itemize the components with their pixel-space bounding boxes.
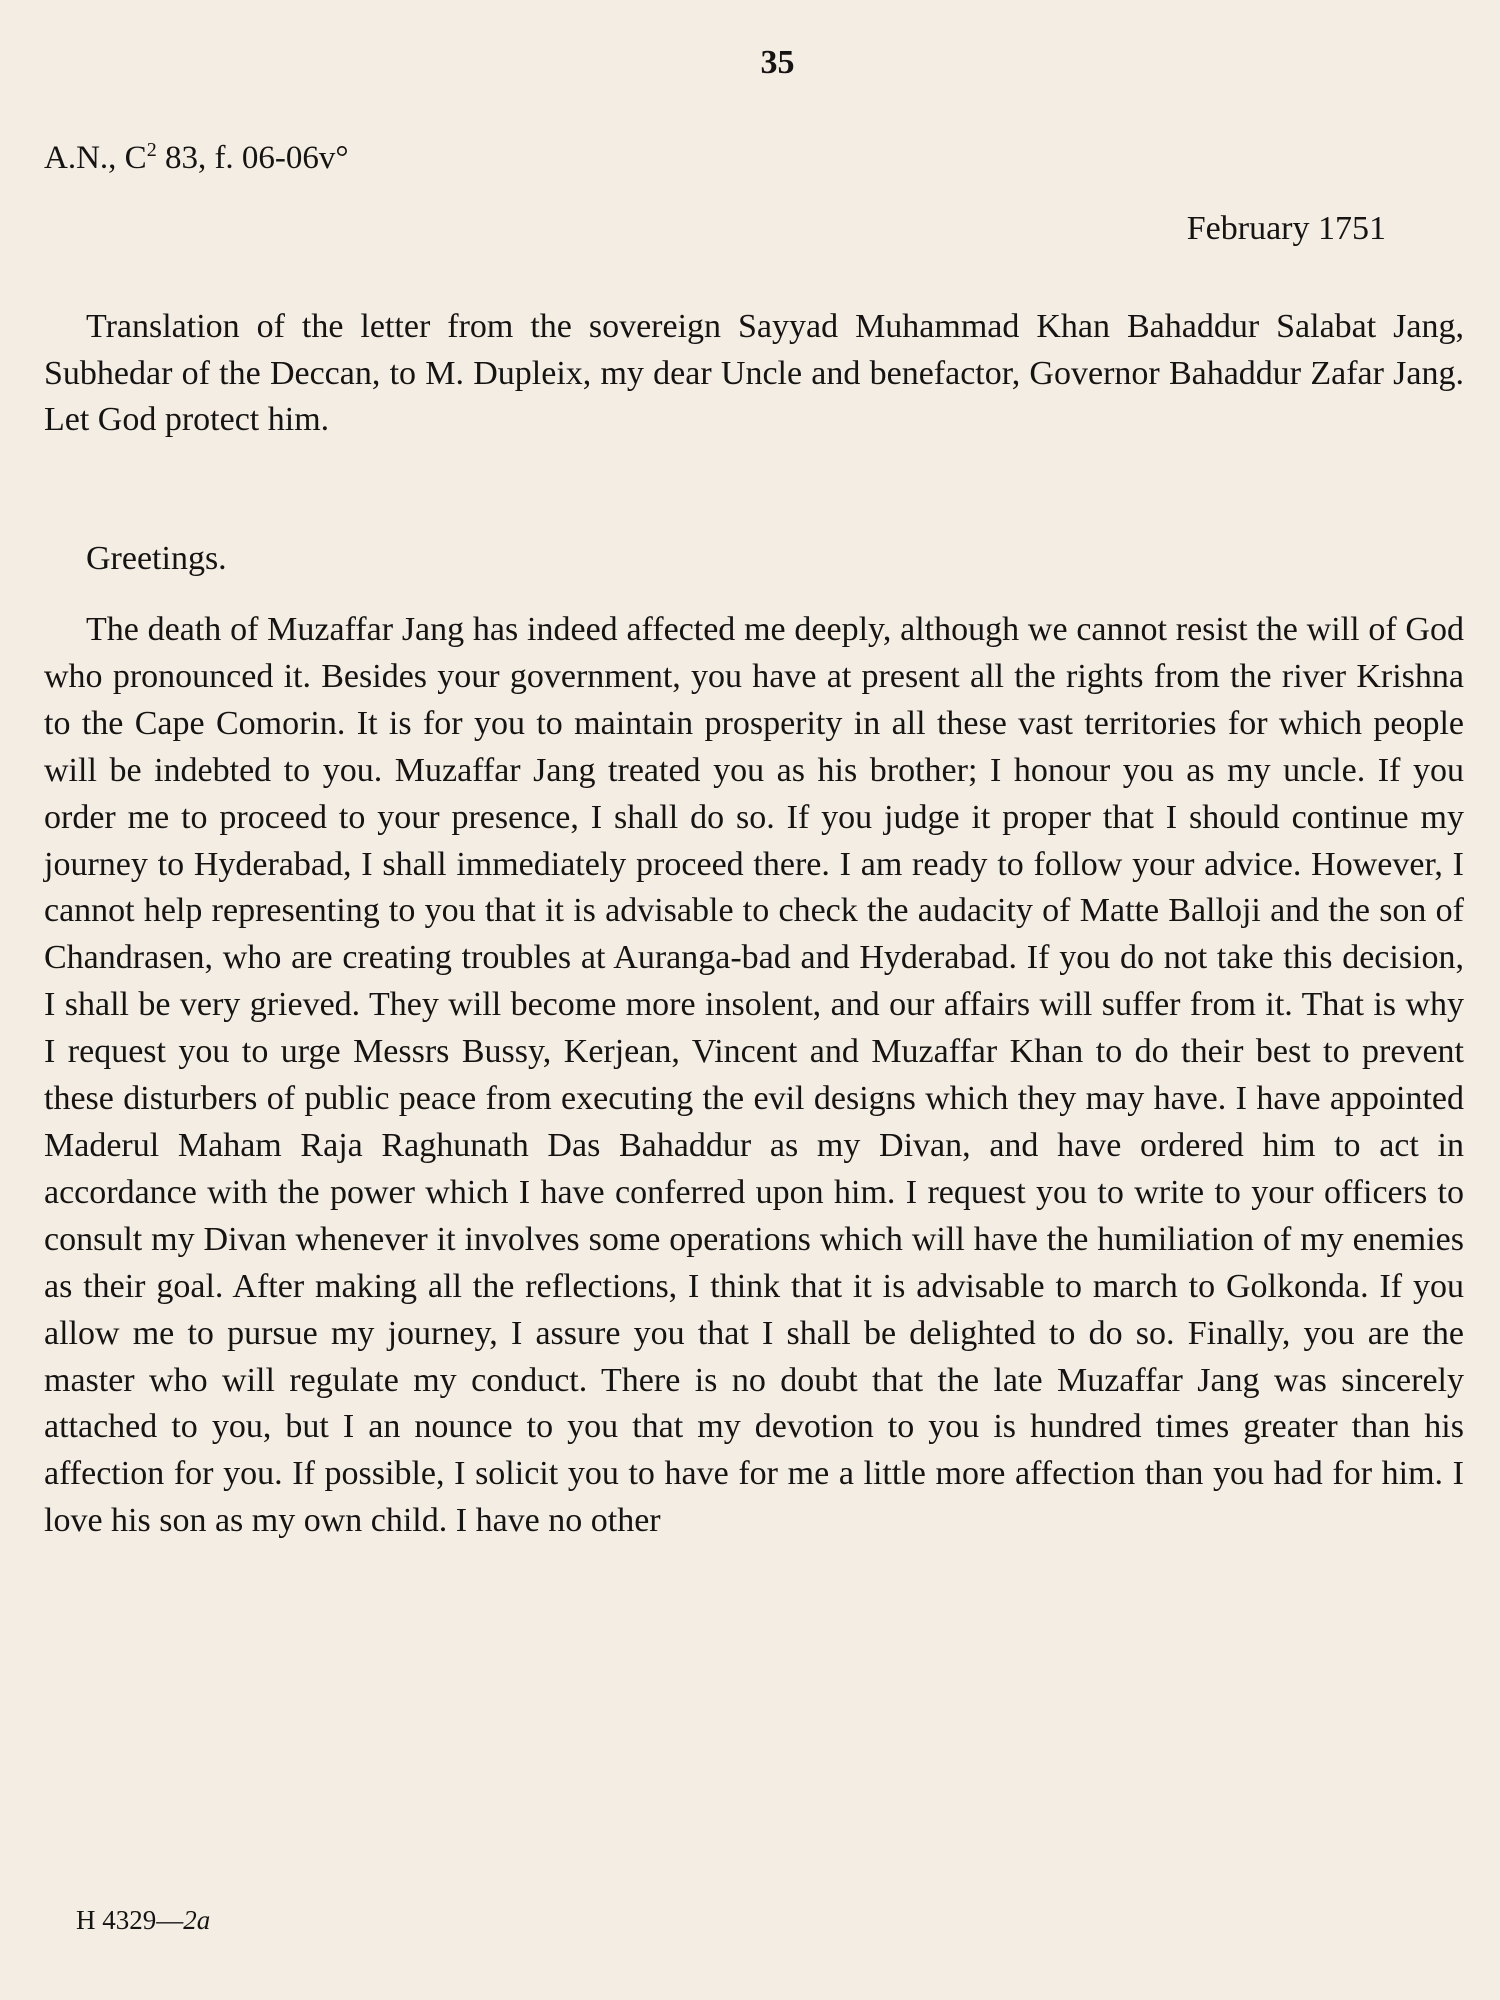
reference-superscript: 2 xyxy=(146,139,157,161)
letter-body: The death of Muzaffar Jang has indeed affected me deeply, although we cannot resist the will of God who pronounced it. Besides your government, you have at present all the rights from the river Krishna to the Cape Comorin. It is for you to maintain prosperity in all these vast territories for which people will be indebted to you. Muzaffar Jang treated you as his brother; I honour you as my uncle. If you order me to proceed to your presence, I shall do so. If you judge it proper that I should continue my journey to Hyderabad, I shall immediately proceed there. I am ready to follow your advice. However, I cannot help representing to you that it is advisable to check the audacity of Matte Balloji and the son of Chandrasen, who are creating troubles at Auranga-bad and Hyderabad. If you do not take this decision, I shall be very grieved. They will become more insolent, and our affairs will suffer from it. That is why I request you to urge Messrs Bussy, Kerjean, Vincent and Muzaffar Khan to do their best to prevent these disturbers of public peace from executing the evil designs which they may have. I have appointed Maderul Maham Raja Raghunath Das Bahaddur as my Divan, and have ordered him to act in accordance with the power which I have conferred upon him. I request you to write to your officers to consult my Divan whenever it involves some operations which will have the humiliation of my enemies as their goal. After making all the reflections, I think that it is advisable to march to Golkonda. If you allow me to pursue my journey, I assure you that I shall be delighted to do so. Finally, you are the master who will regulate my conduct. There is no doubt that the late Muzaffar Jang was sincerely attached to you, but I an nounce to you that my devotion to you is hundred times greater than his affection for you. If possible, I solicit you to have for me a little more affection than you had for him. I love his son as my own child. I have no other xyxy=(44,611,1464,1540)
archive-reference xyxy=(44,140,349,177)
page-number: 35 xyxy=(760,44,795,81)
intro-paragraph: Translation of the letter from the sovereign Sayyad Muhammad Khan Bahaddur Salabat Jang, Subhedar of the Deccan, to M. Dupleix, my dear Uncle and benefactor, Governor Bahaddur Zafar Jang. Let God protect him. xyxy=(44,308,1464,438)
greeting: Greetings. xyxy=(86,540,227,577)
signature-suffix: 2a xyxy=(183,1905,211,1935)
reference-prefix: A.N., C xyxy=(44,140,147,176)
signature-main: H 4329— xyxy=(76,1905,184,1935)
printer-signature xyxy=(76,1905,210,1936)
reference-rest: 83, f. 06-06v° xyxy=(156,140,349,176)
letter-date: February 1751 xyxy=(1186,210,1386,247)
